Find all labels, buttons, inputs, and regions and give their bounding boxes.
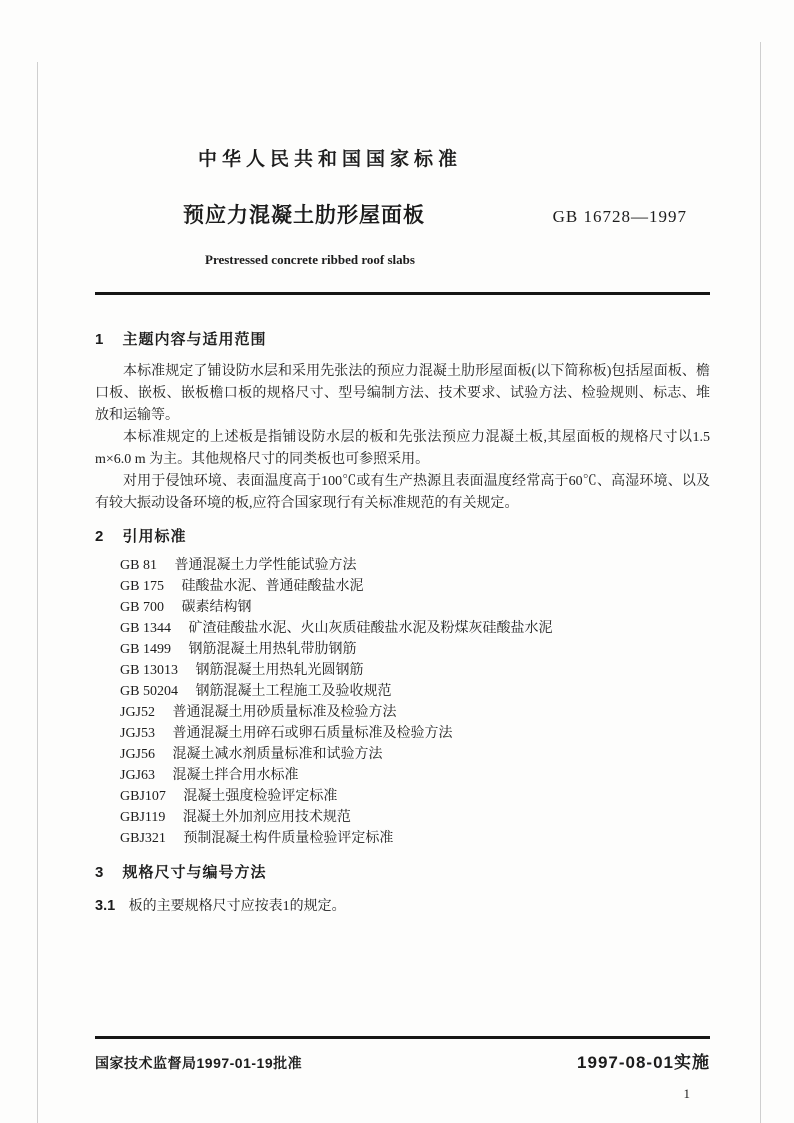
- reference-item: [120, 681, 710, 702]
- reference-code: GB 1344: [120, 621, 171, 636]
- scope-paragraphs: [95, 361, 710, 515]
- reference-title: 普通混凝土用碎石或卵石质量标准及检验方法: [172, 726, 453, 741]
- reference-code: GBJ119: [120, 810, 166, 825]
- clause-3-1-text: 板的主要规格尺寸应按表1的规定。: [128, 899, 346, 914]
- reference-code: JGJ63: [120, 768, 156, 783]
- body-paragraph: 对用于侵蚀环境、表面温度高于100℃或有生产热源且表面温度经常高于60℃、高湿环境、以及有较大振动设备环境的板,应符合国家现行有关标准规范的有关规定。: [95, 474, 710, 511]
- reference-title: 钢筋混凝土工程施工及验收规范: [195, 684, 392, 699]
- reference-title: 普通混凝土力学性能试验方法: [174, 558, 357, 573]
- reference-code: GBJ107: [120, 789, 166, 804]
- scan-artifact-left-edge: [37, 62, 38, 1123]
- section-2-heading: [95, 527, 710, 547]
- reference-item: [120, 723, 710, 744]
- reference-title: 混凝土拌合用水标准: [172, 768, 299, 783]
- reference-code: JGJ52: [120, 705, 156, 720]
- reference-title: 钢筋混凝土用热轧带肋钢筋: [188, 642, 357, 657]
- reference-title: 混凝土强度检验评定标准: [183, 789, 338, 804]
- reference-list: [95, 555, 710, 849]
- reference-item: [120, 639, 710, 660]
- reference-title: 普通混凝土用砂质量标准及检验方法: [172, 705, 397, 720]
- section-3-title: 规格尺寸与编号方法: [122, 864, 267, 881]
- reference-title: 混凝土外加剂应用技术规范: [182, 810, 351, 825]
- section-2-number: 2: [95, 528, 105, 545]
- reference-title: 钢筋混凝土用热轧光圆钢筋: [195, 663, 364, 678]
- page-content: [95, 148, 710, 918]
- reference-title: 碳素结构钢: [181, 600, 252, 615]
- reference-code: JGJ53: [120, 726, 156, 741]
- section-1-title: 主题内容与适用范围: [122, 331, 267, 348]
- clause-3-1-number: 3.1: [95, 898, 116, 914]
- reference-item: [120, 618, 710, 639]
- page-footer: [95, 1036, 710, 1102]
- reference-code: GB 175: [120, 579, 164, 594]
- reference-item: [120, 828, 710, 849]
- reference-code: JGJ56: [120, 747, 156, 762]
- reference-code: GB 700: [120, 600, 164, 615]
- reference-code: GB 1499: [120, 642, 171, 657]
- reference-title: 预制混凝土构件质量检验评定标准: [183, 831, 394, 846]
- reference-title: 混凝土减水剂质量标准和试验方法: [172, 747, 383, 762]
- reference-item: [120, 555, 710, 576]
- section-3-number: 3: [95, 864, 105, 881]
- reference-item: [120, 807, 710, 828]
- reference-item: [120, 597, 710, 618]
- body-paragraph: 本标准规定了铺设防水层和采用先张法的预应力混凝土肋形屋面板(以下简称板)包括屋面板、檐口板、嵌板、嵌板檐口板的规格尺寸、型号编制方法、技术要求、试验方法、检验规则、标志、堆放和运输等。: [95, 364, 710, 423]
- section-2-title: 引用标准: [122, 528, 187, 545]
- document-title-cn: 预应力混凝土肋形屋面板: [183, 204, 425, 227]
- implementation-text: 1997-08-01实施: [577, 1053, 710, 1072]
- footer-rule: [95, 1036, 710, 1039]
- reference-code: GBJ321: [120, 831, 166, 846]
- reference-item: [120, 786, 710, 807]
- reference-code: GB 81: [120, 558, 157, 573]
- document-title-en: Prestressed concrete ribbed roof slabs: [205, 252, 415, 267]
- header-rule: [95, 292, 710, 295]
- reference-item: [120, 660, 710, 681]
- reference-title: 矿渣硅酸盐水泥、火山灰质硅酸盐水泥及粉煤灰硅酸盐水泥: [188, 621, 553, 636]
- clause-3-1: [95, 895, 710, 918]
- reference-item: [120, 744, 710, 765]
- section-1-heading: [95, 330, 710, 350]
- title-row: [95, 202, 710, 230]
- reference-item: [120, 765, 710, 786]
- section-3-heading: [95, 863, 710, 883]
- section-1-number: 1: [95, 331, 105, 348]
- reference-item: [120, 702, 710, 723]
- standard-org-title: 中华人民共和国国家标准: [198, 149, 463, 170]
- standard-number: GB 16728—1997: [552, 207, 687, 226]
- scan-artifact-right-edge: [760, 42, 761, 1123]
- reference-code: GB 50204: [120, 684, 178, 699]
- page-number: 1: [683, 1086, 690, 1101]
- footer-row: [95, 1048, 710, 1073]
- reference-item: [120, 576, 710, 597]
- reference-code: GB 13013: [120, 663, 178, 678]
- body-paragraph: 本标准规定的上述板是指铺设防水层的板和先张法预应力混凝土板,其屋面板的规格尺寸以1.5 m×6.0 m 为主。其他规格尺寸的同类板也可参照采用。: [95, 430, 710, 467]
- reference-title: 硅酸盐水泥、普通硅酸盐水泥: [181, 579, 364, 594]
- approval-text: 国家技术监督局1997-01-19批准: [95, 1055, 303, 1071]
